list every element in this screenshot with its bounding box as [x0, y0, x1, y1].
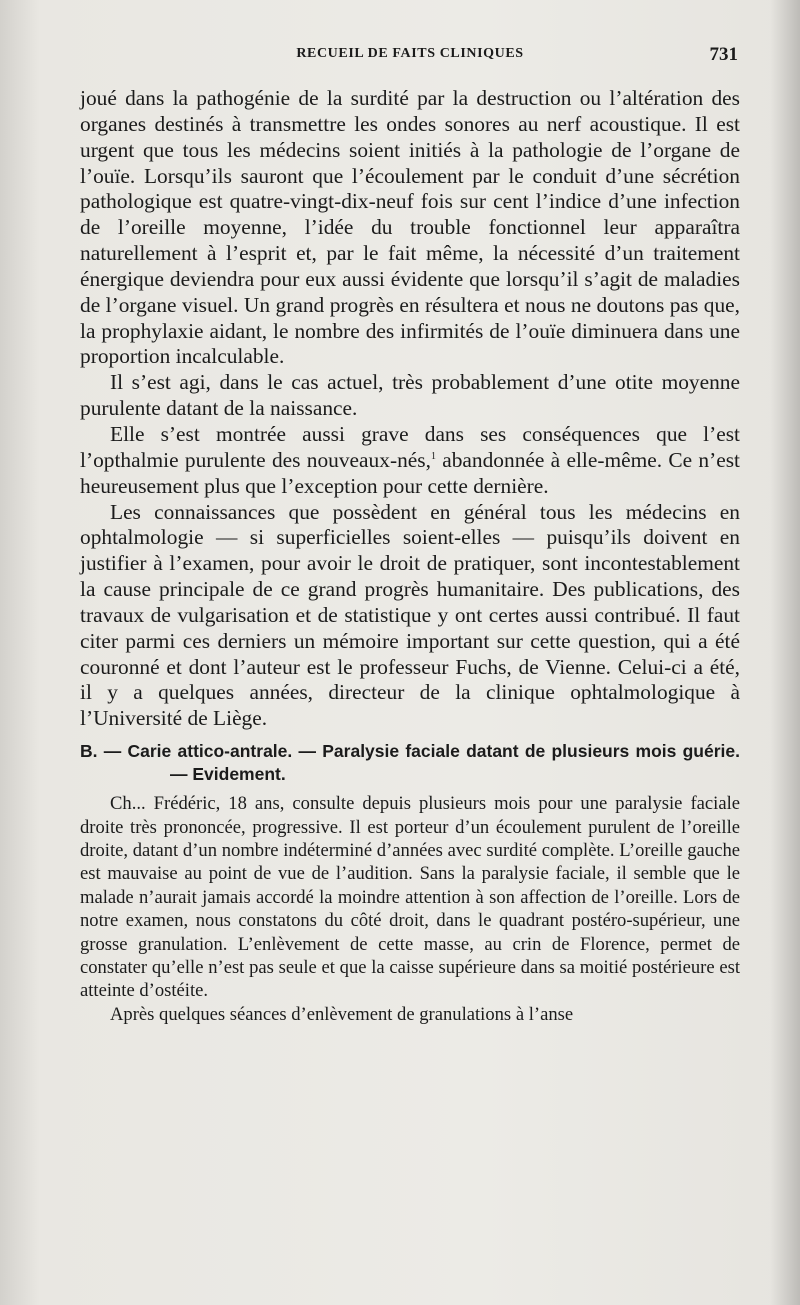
paragraph-ophtalmie-text-1: Elle s’est montrée aussi grave dans ses conséquences que l’est l’opthalmie purulente des nouveaux-nés, [80, 421, 740, 472]
paragraph-continuation: joué dans la pathogénie de la surdité par la destruction ou l’altération des organes destinés à transmettre les ondes sonores au nerf acoustique. Il est urgent que tous les médecins soient initiés à la pathologie de l’organe de l’ouïe. Lorsqu’ils sauront que l’écoulement par le conduit d’une sécrétion pathologique est quatre-vingt-dix-neuf fois sur cent l’indice d’une infection de l’oreille moyenne, l’idée du trouble fonctionnel leur apparaîtra naturellement à l’esprit et, par le fait même, la nécessité d’un traitement énergique deviendra pour eux aussi évidente que lorsqu’il s’agit de maladies de l’organe visuel. Un grand progrès en résultera et nous ne doutons pas que, la prophylaxie aidant, le nombre des infirmités de l’ouïe diminuera dans une proportion incalculable. [80, 86, 740, 369]
section-heading-text: — Carie attico-antrale. — Paralysie faciale datant de plusieurs mois guérie. — Evidement. [103, 741, 740, 785]
case-paragraph-continuation: Après quelques séances d’enlèvement de granulations à l’anse [110, 1003, 574, 1025]
section-heading [80, 740, 740, 786]
paragraph-ophtalmie-text-2: abandonnée à elle-même. Ce n’est heureusement plus que l’exception pour cette dernière. [80, 447, 740, 498]
section-heading-label: B. [80, 741, 98, 762]
footnote-marker: 1 [430, 450, 436, 462]
page-number: 731 [709, 44, 738, 65]
main-text [80, 86, 740, 1026]
page-gutter-shadow [770, 0, 800, 1305]
paragraph-otite: Il s’est agi, dans le cas actuel, très probablement d’une otite moyenne purulente datant de la naissance. [80, 370, 740, 421]
case-paragraph: Ch... Frédéric, 18 ans, consulte depuis plusieurs mois pour une paralysie faciale droite très prononcée, progressive. Il est porteur d’un écoulement purulent de l’oreille droite, datant d’un nombre indéterminé d’années avec surdité complète. L’oreille gauche est mauvaise au point de vue de l’audition. Sans la paralysie faciale, il semble que le malade n’aurait jamais accordé la moindre attention à son affection de l’oreille. Lors de notre examen, nous constatons du côté droit, dans le quadrant postéro-supérieur, une grosse granulation. L’enlèvement de cette masse, au crin de Florence, permet de constater qu’elle n’est pas seule et que la caisse supérieure dans sa moitié postérieure est atteinte d’ostéite. [80, 793, 740, 1002]
running-title: RECUEIL DE FAITS CLINIQUES [296, 46, 524, 61]
paragraph-ophtalmie [80, 422, 740, 500]
page-header [80, 46, 740, 70]
paragraph-connaissances: Les connaissances que possèdent en général tous les médecins en ophtalmologie — si superficielles soient-elles — puisqu’ils doivent en justifier à l’examen, pour avoir le droit de pratiquer, sont incontestablement la cause principale de ce grand progrès humanitaire. Des publications, des travaux de vulgarisation et de statistique y ont certes aussi contribué. Il faut citer parmi ces derniers un mémoire important sur cette question, qui a été couronné et dont l’auteur est le professeur Fuchs, de Vienne. Celui-ci a été, il y a quelques années, directeur de la clinique ophtalmologique à l’Université de Liège. [80, 499, 740, 731]
